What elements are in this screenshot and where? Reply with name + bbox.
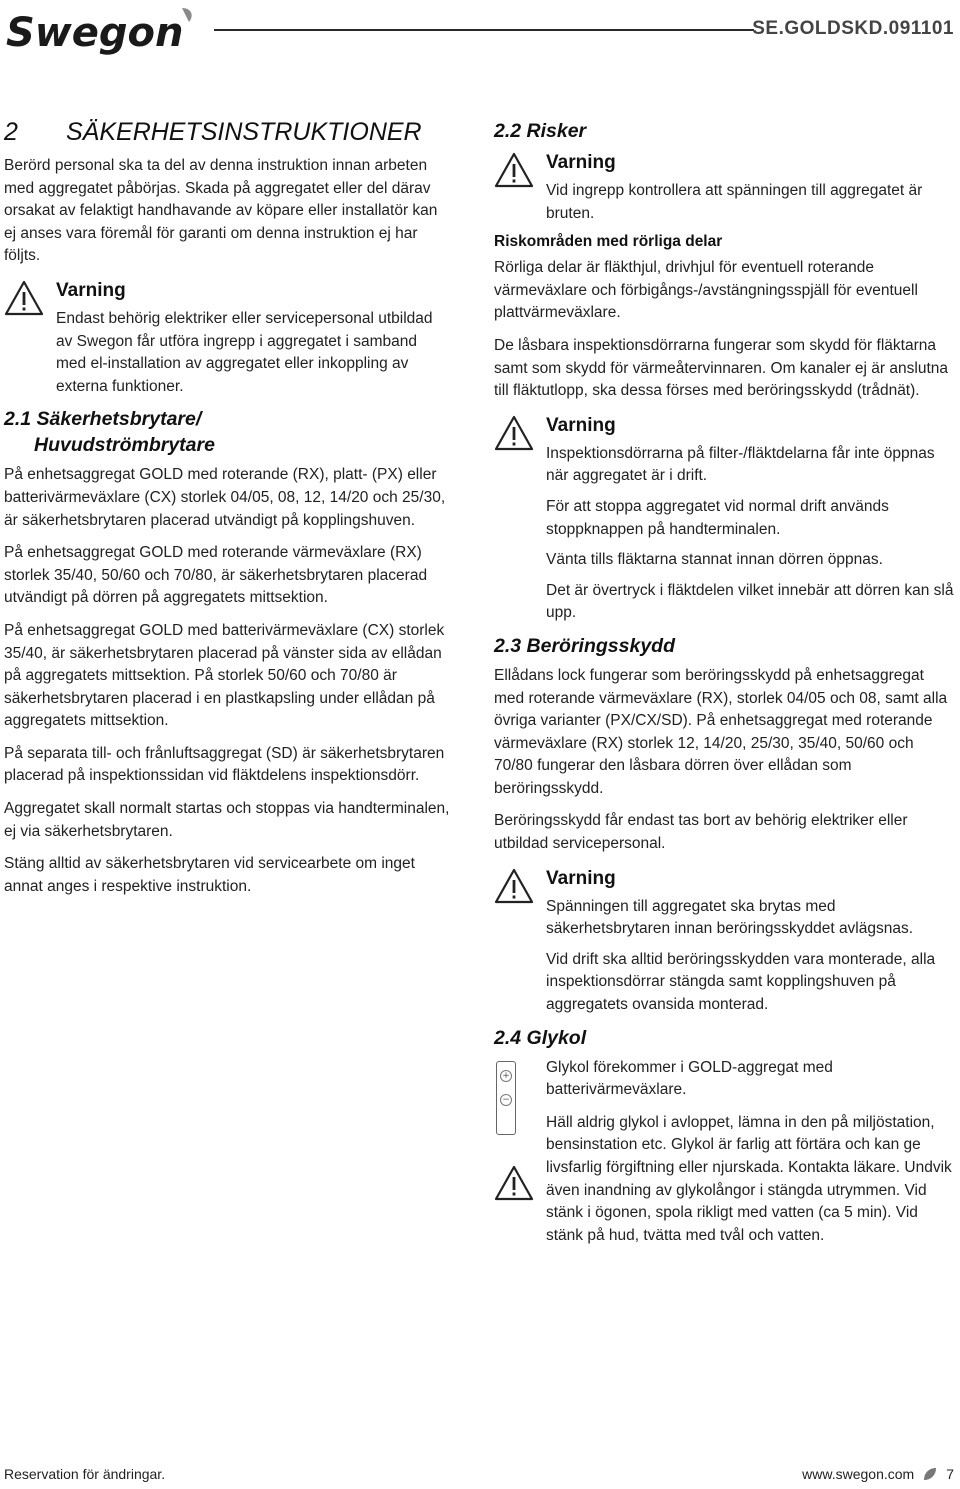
section-2-1-paragraph: Aggregatet skall normalt startas och stoppas via handterminalen, ej via säkerhetsbrytaren. bbox=[4, 800, 450, 840]
header-rule bbox=[214, 29, 754, 31]
warning-item: Vid drift ska alltid beröringsskydden vara monterade, alla inspektionsdörrar stängda samt kopplingshuven på aggregatets ovansida monterad. bbox=[546, 950, 936, 1014]
warning-triangle-icon bbox=[494, 152, 534, 188]
document-code: SE.GOLDSKD.091101 bbox=[752, 18, 954, 39]
section-2-heading bbox=[4, 118, 450, 147]
warning-text: Vid ingrepp kontrollera att spänningen till aggregatet är bruten. bbox=[546, 182, 923, 222]
section-2-4-paragraph: Glykol förekommer i GOLD-aggregat med batterivärmeväxlare. bbox=[546, 1058, 833, 1099]
warning-triangle-icon bbox=[494, 1165, 534, 1201]
swegon-logo bbox=[6, 6, 194, 56]
warning-block-electrician bbox=[4, 278, 450, 398]
footer-right bbox=[802, 1466, 954, 1482]
section-2-4-paragraph: Häll aldrig glykol i avloppet, lämna in den på miljöstation, bensinstation etc. Glykol är farlig att förtära och kan ge livsfarlig förgiftning eller njurskada. Kontakta läkare. Undvik även inandning av glykolångor i stängda utrymmen. Vid stänk i ögonen, spola rikligt med vatten (ca 5 min). Vid stänk på hud, tvätta med tvål och vatten. bbox=[546, 1113, 952, 1244]
section-title: SÄKERHETSINSTRUKTIONER bbox=[66, 118, 422, 146]
section-2-1-heading bbox=[4, 406, 450, 458]
warning-item: För att stoppa aggregatet vid normal drift används stoppknappen på handterminalen. bbox=[546, 497, 889, 538]
section-2-3-paragraph: Beröringsskydd får endast tas bort av behörig elektriker eller utbildad servicepersonal. bbox=[494, 812, 908, 853]
warning-text: Endast behörig elektriker eller servicepersonal utbildad av Swegon får utföra ingrepp i aggregatet i samband med el-installation av aggregatet eller inkoppling av externa funktioner. bbox=[56, 309, 433, 395]
section-2-1-paragraph: På separata till- och frånluftsaggregat (SD) är säkerhetsbrytaren placerad på inspektionssidan vid fläktdelens inspektionsdörr. bbox=[4, 744, 445, 785]
section-2-1-title-line2: Huvudströmbrytare bbox=[34, 434, 215, 457]
warning-title: Varning bbox=[546, 867, 616, 889]
moving-parts-subheading: Riskområden med rörliga delar bbox=[494, 233, 723, 251]
section-2-3-paragraph: Ellådans lock fungerar som beröringsskydd på enhetsaggregat med roterande värmeväxlare (RX), storlek 04/05 och 08, samt alla övriga varianter (PX/CX/SD). På enhetsaggregat med roterande värmeväxlare (RX) storlek 12, 14/20, 25/30, 35/40, 50/60 och 70/80 fungerar den låsbara dörren över ellådan som beröringsskydd. bbox=[494, 666, 948, 797]
warning-triangle-icon bbox=[494, 415, 534, 451]
website-link[interactable]: www.swegon.com bbox=[802, 1466, 915, 1482]
section-2-2-paragraph: De låsbara inspektionsdörrarna fungerar som skydd för fläktarna samt som skydd för värmeåtervinnaren. Om kanaler ej är anslutna till fläktutlopp, ska dessa förses med beröringsskydd (trådnät). bbox=[494, 336, 948, 400]
battery-heat-exchanger-icon: + − bbox=[496, 1061, 516, 1135]
warning-triangle-icon bbox=[494, 868, 534, 904]
glycol-icons bbox=[494, 1061, 534, 1206]
warning-block-doors bbox=[494, 413, 954, 625]
warning-item: Spänningen till aggregatet ska brytas med säkerhetsbrytaren innan beröringsskyddet avlägsnas. bbox=[546, 897, 914, 938]
warning-triangle-icon bbox=[4, 280, 44, 316]
section-number: 2 bbox=[4, 118, 18, 146]
warning-item: Vänta tills fläktarna stannat innan dörren öppnas. bbox=[546, 551, 883, 569]
leaf-icon bbox=[922, 1466, 938, 1482]
glycol-block bbox=[494, 1057, 954, 1248]
warning-title: Varning bbox=[546, 152, 616, 173]
section-2-1-paragraph: På enhetsaggregat GOLD med batterivärmeväxlare (CX) storlek 35/40, är säkerhetsbrytaren placerad på vänster sida av ellådan på aggregatets mittsektion. På storlek 50/60 och 70/80 är säkerhetsbrytaren placerad i en plastkapsling under ellådan på aggregatets mittsektion. bbox=[4, 621, 445, 730]
section-2-1-title-line1: 2.1 Säkerhetsbrytare/ bbox=[4, 408, 202, 431]
warning-item: Det är övertryck i fläktdelen vilket innebär att dörren kan slå upp. bbox=[546, 581, 954, 622]
warning-title: Varning bbox=[56, 279, 126, 301]
section-2-1-paragraph: På enhetsaggregat GOLD med roterande värmeväxlare (RX) storlek 35/40, 50/60 och 70/80, är säkerhetsbrytaren placerad utvändigt på dörren på aggregatets mittsektion. bbox=[4, 544, 428, 607]
intro-paragraph: Berörd personal ska ta del av denna instruktion innan arbeten med aggregatet påbörjas. Skada på aggregatet eller del därav orsakat av felaktigt handhavande av köpare eller installatör kan ej anses vara föremål för garanti om denna instruktion ej har följts. bbox=[4, 157, 438, 265]
svg-text:Swegon: Swegon bbox=[6, 10, 184, 56]
section-2-4-heading: 2.4 Glykol bbox=[494, 1026, 587, 1049]
footer-reservation: Reservation för ändringar. bbox=[4, 1466, 166, 1482]
right-column bbox=[494, 118, 954, 1257]
section-2-3-heading: 2.3 Beröringsskydd bbox=[494, 634, 675, 657]
warning-item: Inspektionsdörrarna på filter-/fläktdelarna får inte öppnas när aggregatet är i drift. bbox=[546, 444, 935, 485]
section-2-2-heading: 2.2 Risker bbox=[494, 120, 587, 142]
section-2-1-paragraph: Stäng alltid av säkerhetsbrytaren vid servicearbete om inget annat anges i respektive instruktion. bbox=[4, 855, 415, 895]
page-header bbox=[0, 0, 960, 64]
section-2-1-paragraph: På enhetsaggregat GOLD med roterande (RX), platt- (PX) eller batterivärmeväxlare (CX) storlek 04/05, 08, 12, 14/20 och 25/30, är säkerhetsbrytaren placerad utvändigt på kopplingshuven. bbox=[4, 466, 446, 529]
section-2-2-paragraph: Rörliga delar är fläkthjul, drivhjul för eventuell roterande värmeväxlare och förbigångs-/avstängningsspjäll för eventuell plattvärmeväxlare. bbox=[494, 259, 918, 322]
page-number: 7 bbox=[946, 1466, 954, 1482]
warning-block-voltage bbox=[494, 150, 954, 225]
left-column bbox=[4, 118, 450, 908]
warning-block-touch-protection bbox=[494, 866, 954, 1017]
warning-title: Varning bbox=[546, 414, 616, 436]
